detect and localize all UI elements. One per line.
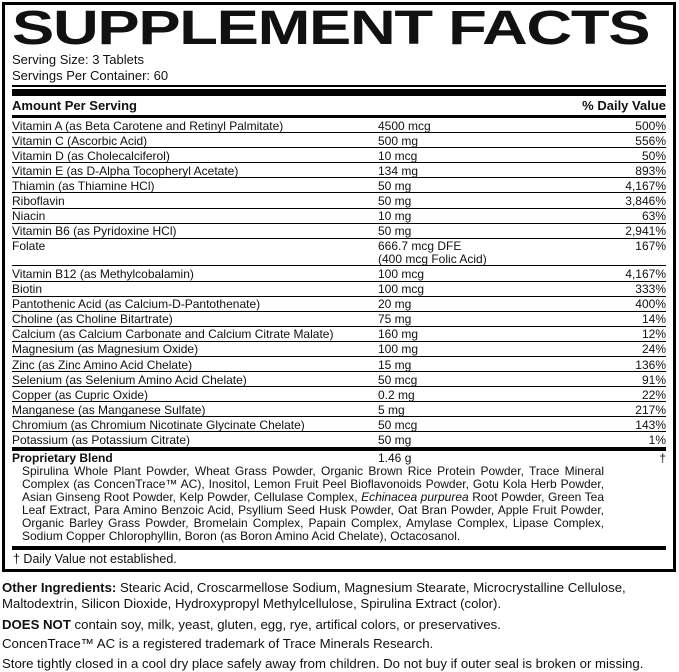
- nutrient-daily-value: 333%: [635, 283, 666, 296]
- nutrient-name: Vitamin D (as Cholecalciferol): [12, 150, 378, 163]
- nutrient-name: Biotin: [12, 283, 378, 296]
- table-row: [12, 148, 666, 163]
- nutrient-amount: 160 mg: [378, 328, 642, 341]
- blend-description: [12, 465, 666, 545]
- serving-size: Serving Size: 3 Tablets: [12, 52, 666, 68]
- nutrient-table: [12, 118, 666, 447]
- daily-value-footnote: † Daily Value not established.: [12, 550, 666, 569]
- nutrient-name: Copper (as Cupric Oxide): [12, 389, 378, 402]
- nutrient-name: Niacin: [12, 210, 378, 223]
- table-row: [12, 193, 666, 208]
- nutrient-daily-value: 91%: [642, 374, 666, 387]
- nutrient-name: Potassium (as Potassium Citrate): [12, 434, 378, 447]
- nutrient-name: Vitamin B6 (as Pyridoxine HCl): [12, 225, 378, 238]
- nutrient-amount: 50 mg: [378, 180, 625, 193]
- nutrient-amount: 100 mcg: [378, 268, 625, 281]
- blend-description-italic: Echinacea purpurea: [361, 490, 469, 504]
- table-row: [12, 118, 666, 133]
- divider-thick: [12, 89, 666, 96]
- nutrient-name: Magnesium (as Magnesium Oxide): [12, 343, 378, 356]
- other-ingredients-label: Other Ingredients:: [2, 580, 116, 595]
- table-row: [12, 133, 666, 148]
- nutrient-name: Chromium (as Chromium Nicotinate Glycinate Chelate): [12, 419, 378, 432]
- table-row: [12, 327, 666, 342]
- nutrient-amount: 50 mcg: [378, 374, 642, 387]
- table-row: [12, 357, 666, 372]
- nutrient-amount: 75 mg: [378, 313, 642, 326]
- nutrient-amount: 100 mg: [378, 343, 642, 356]
- nutrient-name: Manganese (as Manganese Sulfate): [12, 404, 378, 417]
- nutrient-amount: 50 mg: [378, 225, 625, 238]
- table-row: [12, 387, 666, 402]
- other-ingredients-list: Stearic Acid, Croscarmellose Sodium, Magnesium Stearate, Microcrystalline Cellulose, Maltodextrin, Silicon Dioxide, Hydroxypropyl Methylcellulose, Spirulina Extract (color).: [2, 580, 626, 612]
- table-row: [12, 297, 666, 312]
- table-row: [12, 372, 666, 387]
- nutrient-name: Folate: [12, 240, 378, 265]
- nutrient-daily-value: 217%: [635, 404, 666, 417]
- nutrient-daily-value: 3,846%: [625, 195, 666, 208]
- table-header-row: [12, 96, 666, 115]
- nutrient-name: Selenium (as Selenium Amino Acid Chelate): [12, 374, 378, 387]
- nutrient-amount: 50 mg: [378, 434, 649, 447]
- nutrient-daily-value: 4,167%: [625, 180, 666, 193]
- nutrient-amount: 10 mcg: [378, 150, 642, 163]
- table-row: [12, 224, 666, 239]
- table-row: [12, 402, 666, 417]
- panel-title: SUPPLEMENT FACTS: [12, 8, 679, 49]
- column-header-amount-per-serving: Amount Per Serving: [12, 98, 137, 113]
- nutrient-daily-value: 2,941%: [625, 225, 666, 238]
- nutrient-daily-value: 143%: [635, 419, 666, 432]
- table-row: [12, 282, 666, 297]
- nutrient-daily-value: 12%: [642, 328, 666, 341]
- supplement-facts-panel: [2, 2, 676, 572]
- table-row: [12, 266, 666, 281]
- nutrient-daily-value: 63%: [642, 210, 666, 223]
- table-row: [12, 432, 666, 446]
- blend-name: Proprietary Blend: [12, 452, 378, 465]
- does-not-text: contain soy, milk, yeast, gluten, egg, rye, artifical colors, or preservatives.: [71, 617, 501, 632]
- table-row: [12, 417, 666, 432]
- nutrient-name: Thiamin (as Thiamine HCl): [12, 180, 378, 193]
- table-row: [12, 312, 666, 327]
- nutrient-name: Pantothenic Acid (as Calcium-D-Pantothenate): [12, 298, 378, 311]
- table-row: [12, 163, 666, 178]
- blend-daily-value-dagger: †: [659, 452, 666, 465]
- nutrient-amount: 20 mg: [378, 298, 635, 311]
- storage-paragraph: Store tightly closed in a cool dry place safely away from children. Do not buy if outer seal is broken or missing.: [2, 656, 676, 672]
- nutrient-name: Vitamin B12 (as Methylcobalamin): [12, 268, 378, 281]
- table-row: [12, 342, 666, 357]
- table-row: [12, 178, 666, 193]
- nutrient-amount: 10 mg: [378, 210, 642, 223]
- nutrient-name: Vitamin E (as D-Alpha Tocopheryl Acetate): [12, 165, 378, 178]
- nutrient-daily-value: 167%: [635, 240, 666, 265]
- blend-description-text-2: Root Powder, Green Tea Leaf Extract, Para Amino Benzoic Acid, Psyllium Seed Husk Powder, Oat Bran Powder, Apple Fruit Powder, Organic Barley Grass Powder, Bromelain Complex, Papain Complex, Amylase Complex, Lipase Complex, Sodium Copper Chlorophyllin, Boron (as Boron Amino Acid Chelate), Octacosanol.: [22, 490, 604, 543]
- nutrient-daily-value: 893%: [635, 165, 666, 178]
- nutrient-daily-value: 400%: [635, 298, 666, 311]
- nutrient-daily-value: 14%: [642, 313, 666, 326]
- nutrient-daily-value: 24%: [642, 343, 666, 356]
- nutrient-name: Vitamin A (as Beta Carotene and Retinyl Palmitate): [12, 120, 378, 133]
- nutrient-name: Zinc (as Zinc Amino Acid Chelate): [12, 359, 378, 372]
- nutrient-name: Calcium (as Calcium Carbonate and Calcium Citrate Malate): [12, 328, 378, 341]
- blend-amount: 1.46 g: [378, 452, 659, 465]
- nutrient-amount: 100 mcg: [378, 283, 635, 296]
- divider-thin: [12, 85, 666, 87]
- other-ingredients-paragraph: [2, 580, 676, 613]
- trademark-paragraph: ConcenTrace™ AC is a registered trademark of Trace Minerals Research.: [2, 636, 676, 653]
- nutrient-daily-value: 136%: [635, 359, 666, 372]
- nutrient-daily-value: 1%: [649, 434, 666, 447]
- does-not-label: DOES NOT: [2, 617, 71, 632]
- nutrient-amount: 4500 mcg: [378, 120, 635, 133]
- nutrient-daily-value: 4,167%: [625, 268, 666, 281]
- nutrient-amount: 5 mg: [378, 404, 635, 417]
- nutrient-name: Choline (as Choline Bitartrate): [12, 313, 378, 326]
- nutrient-amount: 15 mg: [378, 359, 635, 372]
- nutrient-daily-value: 556%: [635, 135, 666, 148]
- nutrient-amount: 50 mcg: [378, 419, 635, 432]
- nutrient-amount: 134 mg: [378, 165, 635, 178]
- nutrient-amount: 50 mg: [378, 195, 625, 208]
- nutrient-daily-value: 50%: [642, 150, 666, 163]
- nutrient-amount: 666.7 mcg DFE (400 mcg Folic Acid): [378, 240, 635, 265]
- nutrient-daily-value: 500%: [635, 120, 666, 133]
- nutrient-amount: 0.2 mg: [378, 389, 642, 402]
- blend-description-text: Spirulina Whole Plant Powder, Wheat Grass Powder, Organic Brown Rice Protein Powder, Trace Mineral Complex (as ConcenTrace™ AC), Inositol, Lemon Fruit Peel Bioflavonoids Powder, Gotu Kola Herb Powder, Asian Ginseng Root Powder, Kelp Powder, Cellulase Complex,: [22, 464, 604, 504]
- column-header-daily-value: % Daily Value: [582, 98, 666, 113]
- label-footer: [2, 580, 676, 672]
- nutrient-daily-value: 22%: [642, 389, 666, 402]
- proprietary-blend-row: [12, 451, 666, 466]
- nutrient-name: Riboflavin: [12, 195, 378, 208]
- table-row: [12, 209, 666, 224]
- does-not-contain-paragraph: [2, 617, 676, 634]
- nutrient-amount: 500 mg: [378, 135, 635, 148]
- nutrient-name: Vitamin C (Ascorbic Acid): [12, 135, 378, 148]
- servings-per-container: Servings Per Container: 60: [12, 68, 666, 84]
- table-row: [12, 239, 666, 267]
